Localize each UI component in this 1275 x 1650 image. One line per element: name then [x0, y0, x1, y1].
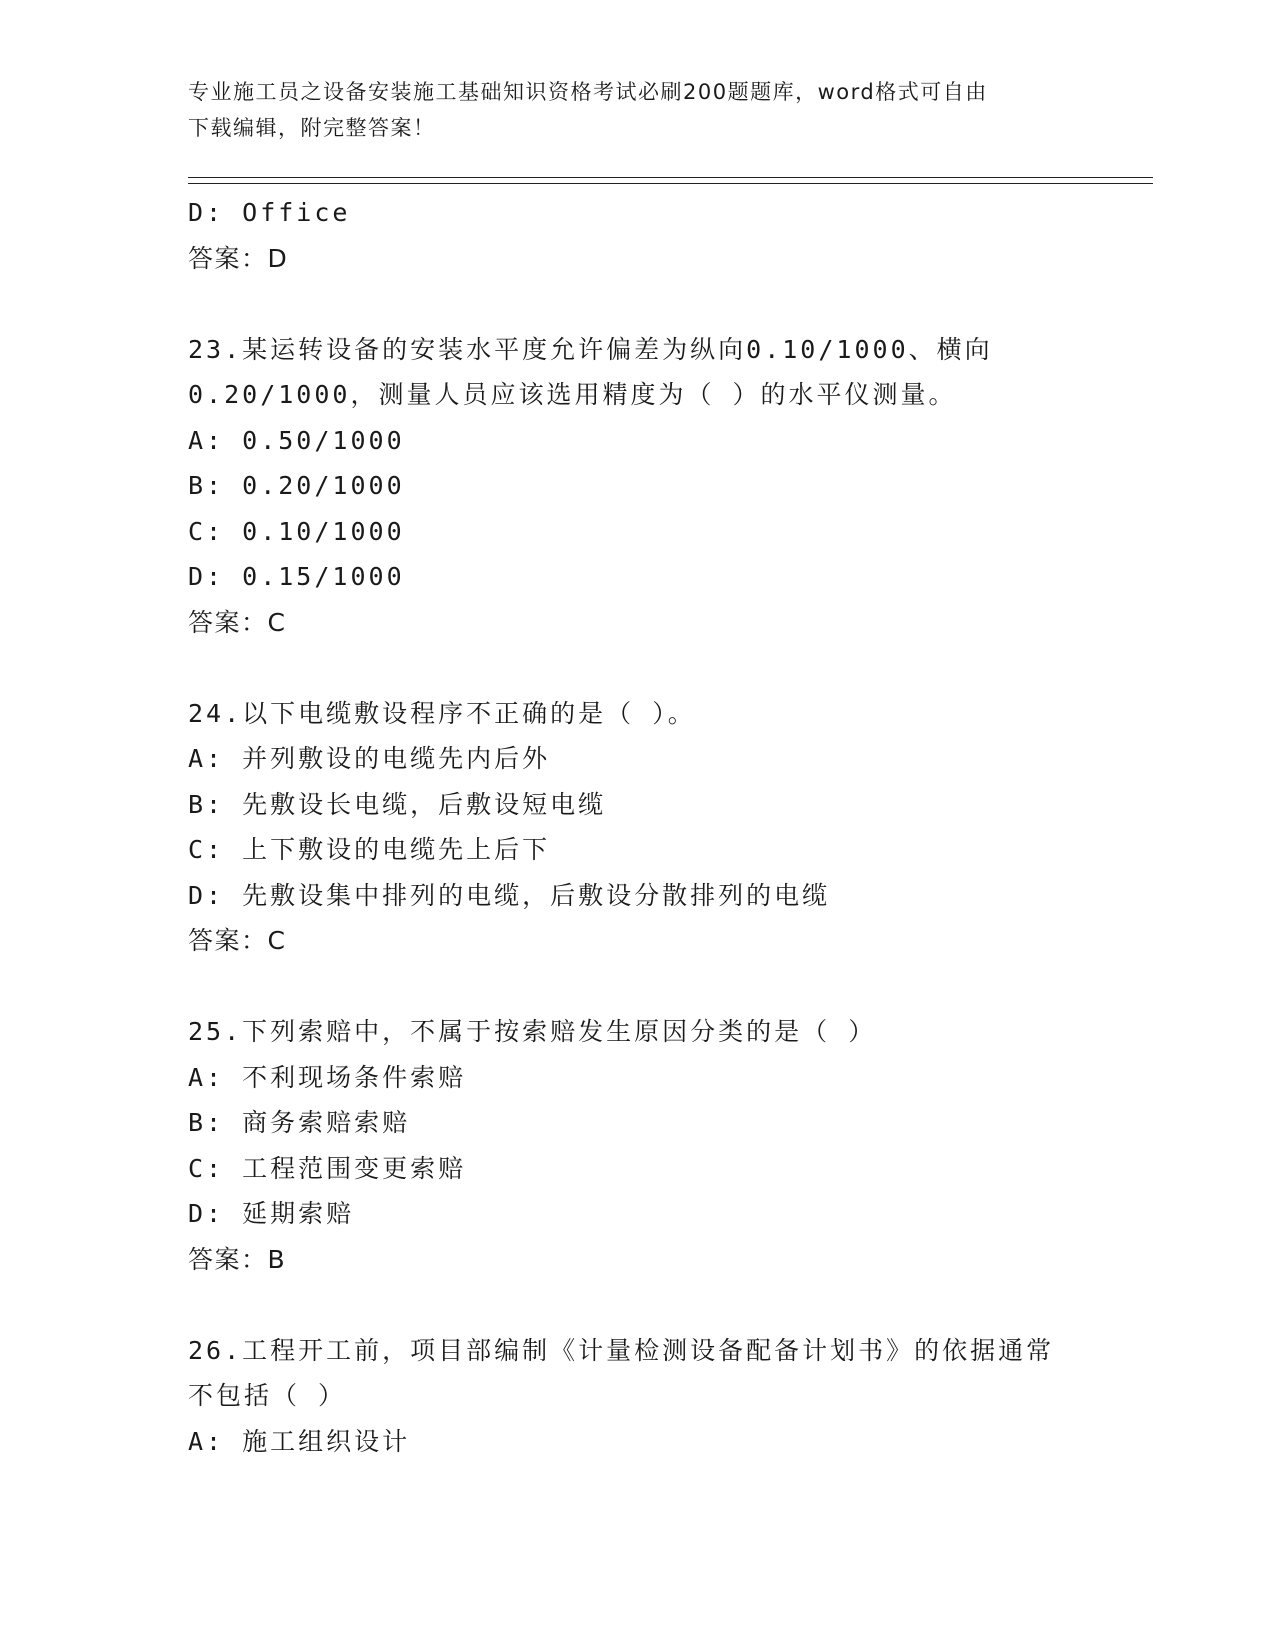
answer-line: 答案：B — [188, 1244, 287, 1274]
question-stem: 25.下列索赔中，不属于按索赔发生原因分类的是（ ） — [188, 1017, 877, 1046]
header-divider-top — [188, 177, 1153, 178]
question-stem-continued: 0.20/1000，测量人员应该选用精度为（ ）的水平仪测量。 — [188, 380, 957, 409]
spacer — [188, 1282, 1153, 1328]
option-d: D: 先敷设集中排列的电缆，后敷设分散排列的电缆 — [188, 880, 831, 910]
answer-line: 答案：D — [188, 243, 289, 273]
option-a: A: 施工组织设计 — [188, 1426, 411, 1456]
answer-line: 答案：C — [188, 926, 287, 955]
answer-line: 答案：C — [188, 607, 287, 637]
option-a: A: 0.50/1000 — [188, 425, 405, 455]
question-block-26 — [188, 1328, 1153, 1465]
option-c: C: 上下敷设的电缆先上后下 — [188, 835, 551, 864]
option-c: C: 工程范围变更索赔 — [188, 1153, 467, 1183]
spacer — [188, 645, 1153, 691]
document-body — [188, 190, 1153, 1464]
option-b: B: 先敷设长电缆，后敷设短电缆 — [188, 789, 607, 819]
header-divider-bottom — [188, 183, 1153, 184]
question-stem-continued: 不包括（ ） — [188, 1381, 347, 1410]
option-a: A: 不利现场条件索赔 — [188, 1062, 467, 1092]
question-block-25 — [188, 1009, 1153, 1282]
option-d: D: Office — [188, 198, 351, 227]
option-b: B: 0.20/1000 — [188, 471, 405, 500]
question-stem: 23.某运转设备的安装水平度允许偏差为纵向0.10/1000、横向 — [188, 334, 993, 364]
option-d: D: 0.15/1000 — [188, 562, 405, 591]
question-block-24 — [188, 691, 1153, 964]
header-title-line-1: 专业施工员之设备安装施工基础知识资格考试必刷200题题库，word格式可自由 — [188, 80, 988, 104]
question-block-23 — [188, 327, 1153, 646]
header-title-line-2: 下载编辑，附完整答案！ — [188, 116, 436, 140]
option-a: A: 并列敷设的电缆先内后外 — [188, 744, 551, 773]
option-b: B: 商务索赔索赔 — [188, 1108, 411, 1137]
page-header — [188, 74, 1088, 146]
option-d: D: 延期索赔 — [188, 1199, 355, 1228]
question-stem: 26.工程开工前，项目部编制《计量检测设备配备计划书》的依据通常 — [188, 1335, 1055, 1365]
spacer — [188, 281, 1153, 327]
spacer — [188, 964, 1153, 1010]
question-stem: 24.以下电缆敷设程序不正确的是（ ）。 — [188, 698, 696, 728]
option-c: C: 0.10/1000 — [188, 516, 405, 546]
